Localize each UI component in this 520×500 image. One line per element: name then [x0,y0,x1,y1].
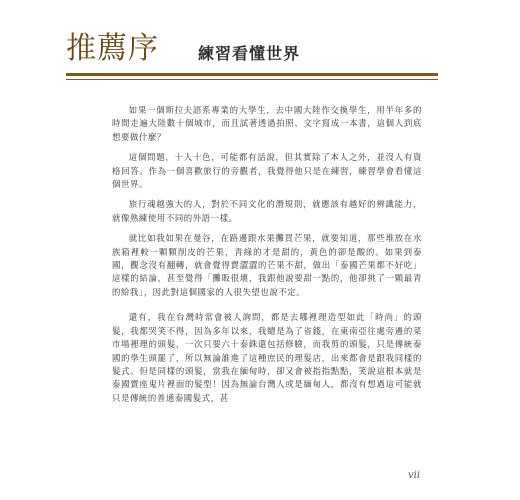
chapter-subtitle: 練習看懂世界 [198,44,301,63]
paragraph: 還有，我在台灣時常會被人詢問，都是去哪裡理造型如此「時尚」的頭髮，我都哭笑不得，因為多年以來，我總是為了省錢，在東南亞往處旁邊的菜市場裡理的頭髮，一次只要六十泰銖還包括修臉，而我剪的頭髮，只是傳統泰國的學生頭罷了，所以無論誰進了這種庶民的理髮店，出來都會是跟我同樣的髮式。但是同樣的頭髮，當我在緬甸時，卻又會被指指點點，笑說這根本就是泰國賣座鬼片裡面的髮型！因為無論台灣人或是緬甸人，都沒有想過這可能就只是傳統的普通泰國髮式，甚 [112,312,422,403]
header-rule-thick [66,73,438,76]
paragraph: 旅行魂越強大的人，對於不同文化的潛規則，就應該有越好的辨識能力，就像熟練使用不同的外語一樣。 [112,199,422,223]
page-header [66,28,446,78]
paragraph: 這個問題，十人十色，可能都有話說，但其實除了本人之外，並沒人有資格回答。作為一個喜歡旅行的旁觀者，我覺得他只是在練習，練習學會看懂這個世界。 [112,152,422,190]
paragraph: 如果一個斯拉夫語系專業的大學生，去中國大陸作交換學生，用半年多的時間走遍大陸數十個城市，而且試著透過拍照、文字寫成一本書，這個人到底想要做什麼？ [112,105,422,142]
body-text [112,104,422,412]
paragraph: 就比如我如果在曼谷，在路邊跟水果攤買芒果，就要知道，那些堆放在水族箱裡較一顆顆削皮的芒果，青綠的才是甜的，黃色的卻是酸的。如果到泰國，觀念沒有翻轉，就會覺得賣澀澀的芒果不甜，做出「泰國芒果都不好吃」這樣的結論，甚至覺得「攤販很壞，我跟他說要甜一點的，他卻挑了一顆最青的給我」，因此對這個國家的人很失望也說不定。 [112,233,422,297]
chapter-title: 推薦序 [66,31,159,66]
header-rule-thin [66,79,438,80]
page-number: vii [408,470,421,481]
